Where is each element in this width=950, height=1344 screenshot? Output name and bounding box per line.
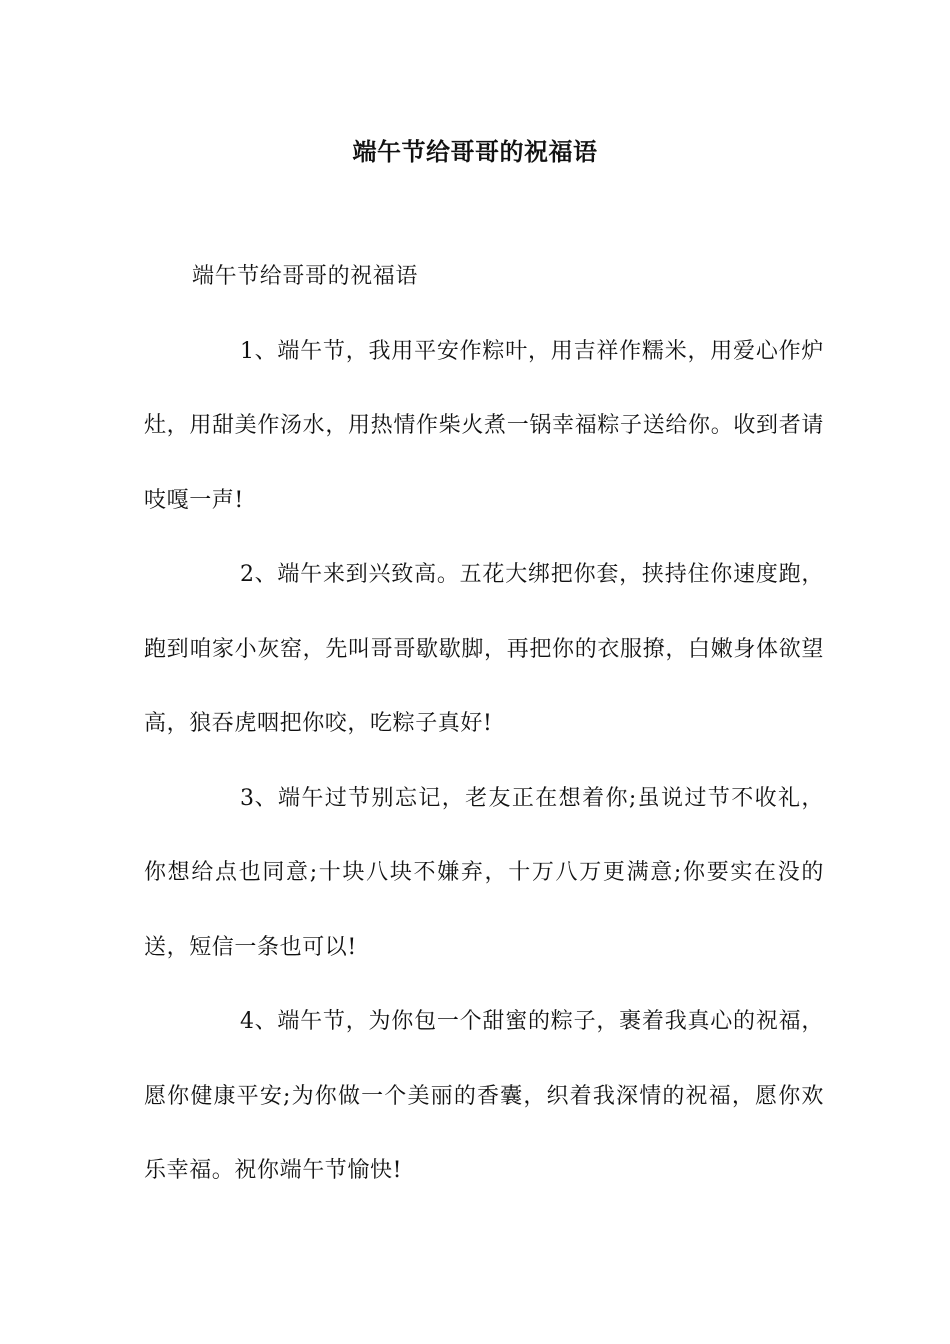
item-text: 端午过节别忘记，老友正在想着你;虽说过节不收礼，你想给点也同意;十块八块不嫌弃，十万八万更满意;你要实在没的送，短信一条也可以! xyxy=(144,785,824,960)
item-text: 端午节，我用平安作粽叶，用吉祥作糯米，用爱心作炉灶，用甜美作汤水，用热情作柴火煮一锅幸福粽子送给你。收到者请吱嘎一声! xyxy=(144,338,824,513)
item-text: 端午来到兴致高。五花大绑把你套，挟持住你速度跑，跑到咱家小灰窑，先叫哥哥歇歇脚，再把你的衣服撩，白嫩身体欲望高，狼吞虎咽把你咬，吃粽子真好! xyxy=(144,562,824,736)
list-item xyxy=(144,762,824,986)
item-number: 2、 xyxy=(240,562,278,587)
list-item xyxy=(144,538,824,762)
document-body xyxy=(144,240,824,1209)
item-number: 1、 xyxy=(240,338,278,364)
list-item xyxy=(144,315,824,539)
item-text: 端午节，为你包一个甜蜜的粽子，裹着我真心的祝福，愿你健康平安;为你做一个美丽的香囊，织着我深情的祝福，愿你欢乐幸福。祝你端午节愉快! xyxy=(144,1009,824,1183)
list-item xyxy=(144,985,824,1209)
intro-heading: 端午节给哥哥的祝福语 xyxy=(192,264,419,289)
item-number: 3、 xyxy=(240,785,278,811)
item-number: 4、 xyxy=(240,1009,278,1034)
page-title: 端午节给哥哥的祝福语 xyxy=(352,137,598,166)
